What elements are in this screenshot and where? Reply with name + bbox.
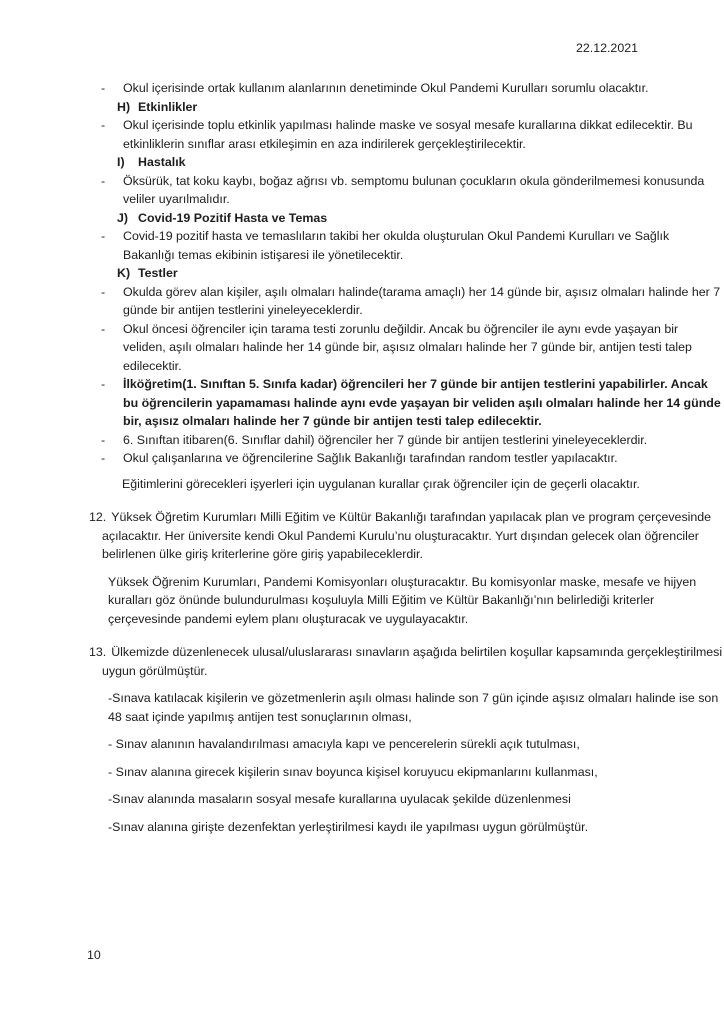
bullet-item bbox=[0, 79, 724, 98]
heading-label: Hastalık bbox=[138, 155, 186, 169]
bullet-text: Covid-19 pozitif hasta ve temaslıların takibi her okulda oluşturulan Okul Pandemi Kurulları ve Sağlık Bakanlığı temas ekibinin istişaresi ile yönetilecektir. bbox=[123, 229, 670, 262]
bullet-dash: - bbox=[101, 451, 106, 465]
paragraph: Eğitimlerini görecekleri işyerleri için uygulanan kurallar çırak öğrenciler için de geçerli olacaktır. bbox=[122, 476, 640, 491]
bullet-dash: - bbox=[101, 173, 106, 188]
bullet-dash: - bbox=[101, 229, 106, 243]
page-number: 10 bbox=[87, 948, 101, 962]
bullet-text: Okul öncesi öğrenciler için tarama testi zorunlu değildir. Ancak bu öğrenciler ile aynı evde yaşayan bir veliden, aşılı olmaları halinde her 14 günde bir, aşısız olmaları halinde her 7 günde bir, antijen testi talep edilecektir. bbox=[123, 321, 692, 373]
section-heading bbox=[0, 98, 724, 117]
bullet-text: Okulda görev alan kişiler, aşılı olmaları halinde(tarama amaçlı) her 14 günde bir, aşısız olmaları halinde her 7 günde bir antijen testlerini yineleyeceklerdir. bbox=[123, 284, 721, 317]
section-heading bbox=[0, 153, 724, 172]
heading-label: Testler bbox=[138, 266, 178, 280]
numbered-item bbox=[0, 643, 724, 680]
document-date: 22.12.2021 bbox=[575, 41, 638, 55]
bullet-item bbox=[0, 320, 724, 376]
sub-paragraph: -Sınava katılacak kişilerin ve gözetmenlerin aşılı olması halinde son 7 gün içinde aşısız olmaları halinde ise son 48 saat içinde yapılmış antijen test sonuçlarının olması, bbox=[108, 691, 719, 724]
bullet-text: 6. Sınıftan itibaren(6. Sınıflar dahil) öğrenciler her 7 günde bir antijen testlerini yineleyeceklerdir. bbox=[123, 432, 648, 447]
bullet-item bbox=[0, 283, 724, 320]
bullet-dash: - bbox=[101, 377, 106, 391]
bullet-text: Okul içerisinde toplu etkinlik yapılması halinde maske ve sosyal mesafe kurallarına dikkat edilecektir. Bu etkinliklerin sınıflar arası etkileşimin en aza indirilerek gerçekleştirilecektir. bbox=[123, 118, 693, 151]
item-text: Ülkemizde düzenlenecek ulusal/uluslararası sınavların aşağıda belirtilen koşullar kapsamında gerçekleştirilmesi uygun görülmüştür. bbox=[102, 645, 723, 678]
numbered-item bbox=[0, 508, 724, 564]
bullet-text: Okul içerisinde ortak kullanım alanlarının denetiminde Okul Pandemi Kurulları sorumlu olacaktır. bbox=[123, 81, 649, 95]
bullet-text: Okul çalışanlarına ve öğrencilerine Sağlık Bakanlığı tarafından random testler yapılacaktır. bbox=[123, 451, 618, 465]
section-heading bbox=[0, 209, 724, 228]
item-number: 12. bbox=[89, 510, 107, 524]
document-body bbox=[0, 79, 724, 836]
sub-paragraph: -Sınav alanında masaların sosyal mesafe kurallarına uyulacak şekilde düzenlenmesi bbox=[108, 792, 571, 806]
bullet-dash: - bbox=[101, 321, 106, 336]
sub-paragraph: -Sınav alanına girişte dezenfektan yerleştirilmesi kaydı ile yapılması uygun görülmüştür. bbox=[108, 819, 589, 834]
sub-paragraph: - Sınav alanına girecek kişilerin sınav boyunca kişisel koruyucu ekipmanlarını kullanması, bbox=[108, 764, 598, 779]
bullet-dash: - bbox=[101, 432, 106, 447]
bullet-dash: - bbox=[101, 81, 106, 95]
heading-marker: J) bbox=[117, 210, 129, 225]
heading-marker: H) bbox=[117, 99, 131, 114]
bullet-dash: - bbox=[101, 284, 106, 299]
bullet-item bbox=[0, 449, 724, 468]
bullet-text: İlköğretim(1. Sınıftan 5. Sınıfa kadar) öğrencileri her 7 günde bir antijen testlerini yapabilirler. Ancak bu öğrencilerin yapamaması halinde aynı evde yaşayan bir veliden aşılı olmaları halinde her 14 günde bir, aşısız olmaları halinde her 7 günde bir antijen testi talep edilecektir. bbox=[123, 377, 721, 428]
bullet-item bbox=[0, 227, 724, 264]
item-text: Yüksek Öğretim Kurumları Milli Eğitim ve Kültür Bakanlığı tarafından yapılacak plan ve program çerçevesinde açılacaktır. Her üniversite kendi Okul Pandemi Kurulu’nu oluşturacaktır. Yurt dışından gelecek olan öğrenciler belirlenen ülke giriş kriterlerine göre giriş yapabileceklerdir. bbox=[102, 510, 712, 561]
heading-label: Etkinlikler bbox=[138, 99, 198, 114]
bullet-item bbox=[0, 431, 724, 450]
heading-marker: K) bbox=[117, 266, 131, 280]
item-number: 13. bbox=[89, 645, 107, 659]
section-heading bbox=[0, 264, 724, 283]
bullet-item bbox=[0, 375, 724, 431]
bullet-dash: - bbox=[101, 118, 106, 132]
heading-marker: I) bbox=[117, 155, 125, 169]
bullet-item bbox=[0, 116, 724, 153]
bullet-text: Öksürük, tat koku kaybı, boğaz ağrısı vb. semptomu bulunan çocukların okula gönderilmemesi konusunda veliler uyarılmalıdır. bbox=[123, 173, 705, 206]
sub-paragraph: - Sınav alanının havalandırılması amacıyla kapı ve pencerelerin sürekli açık tutulması, bbox=[108, 737, 580, 751]
bullet-item bbox=[0, 172, 724, 209]
heading-label: Covid-19 Pozitif Hasta ve Temas bbox=[138, 210, 328, 225]
sub-paragraph: Yüksek Öğrenim Kurumları, Pandemi Komisyonları oluşturacaktır. Bu komisyonlar maske, mesafe ve hijyen kuralları göz önünde bulundurulması koşuluyla Milli Eğitim ve Kültür Bakanlığı’nın belirlediği kriterler çerçevesinde pandemi eylem planı oluşturacak ve uygulayacaktır. bbox=[108, 574, 697, 626]
